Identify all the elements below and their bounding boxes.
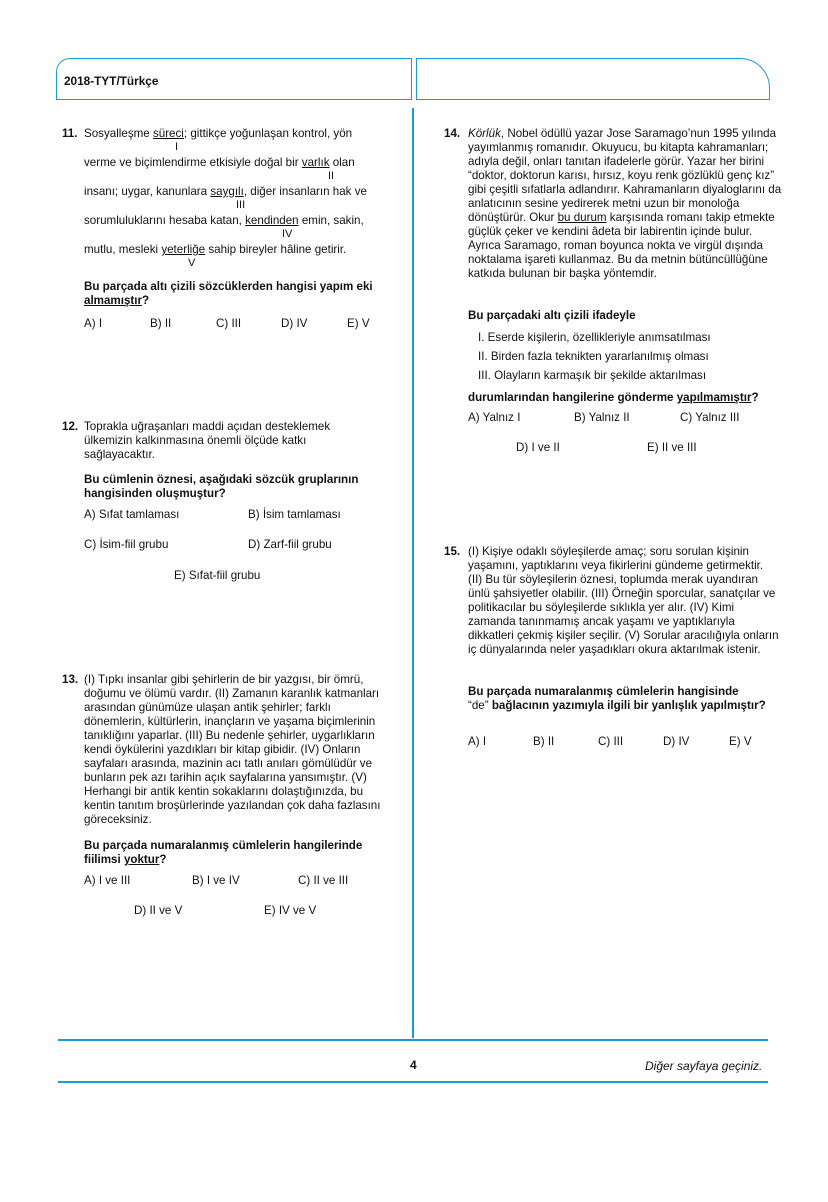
question-number: 13. [62,673,79,686]
question-number: 11. [62,127,78,140]
q11-line-3: insanı; uygar, kanunlara saygılı, diğer insanların hak ve [84,185,367,198]
q13-option-b[interactable]: B) I ve IV [192,874,240,887]
q15-text: (I) Kişiye odaklı söyleşilerde amaç; soru sorulan kişinin yaşamını, yaptıklarını veya fikirlerini gündeme getirmektir. (II) Bu tür söyleşilerin öznesi, toplumda merak uyandıran ünlü şahsiyetler olabilir. (III) Örneğin sporcular, sanatçılar ve politikacılar bu söyleşilerde sıklıkla yer alır. (IV) Kimi zamanda tanınmamış ancak yaşamı ve yaptıklarıyla dikkatleri çekmiş kişiler seçilir. (V) Sorular aracılığıyla onların iç dünyalarında neler yaşadıkları okura aktarılmak istenir. [468,545,779,656]
q11-line-4: sorumluluklarını hesaba katan, kendinden emin, sakin, [84,214,364,227]
q11-mark-1: I [175,141,179,153]
question-number: 15. [444,545,461,558]
q15-option-d[interactable]: D) IV [663,735,690,748]
q14-question-top: Bu parçadaki altı çizili ifadeyle [468,309,636,322]
q14-item-1: I. Eserde kişilerin, özellikleriyle anımsatılması [478,331,711,344]
header-right-box [416,58,770,100]
q14-option-c[interactable]: C) Yalnız III [680,411,740,424]
q14-option-e[interactable]: E) II ve III [647,441,697,454]
q11-option-a[interactable]: A) I [84,317,103,330]
q15-question: Bu parçada numaralanmış cümlelerin hangisinde “de” bağlacının yazımıyla ilgili bir yanlışlık yapılmıştır? [468,685,766,712]
q15-option-a[interactable]: A) I [468,735,487,748]
q11-mark-3: III [236,199,246,211]
question-number: 12. [62,420,79,433]
q13-option-a[interactable]: A) I ve III [84,874,131,887]
q11-line-5: mutlu, mesleki yeterliğe sahip bireyler hâline getirir. [84,243,347,256]
q11-line-2: verme ve biçimlendirme etkisiyle doğal bir varlık olan [84,156,355,169]
q11-option-c[interactable]: C) III [216,317,242,330]
q12-option-c[interactable]: C) İsim-fiil grubu [84,538,169,551]
q11-option-e[interactable]: E) V [347,317,370,330]
q13-option-d[interactable]: D) II ve V [134,904,183,917]
q11-line-1: Sosyalleşme süreci; gittikçe yoğunlaşan kontrol, yön [84,127,353,140]
q11-mark-2: II [328,170,335,182]
next-page-note: Diğer sayfaya geçiniz. [645,1059,763,1073]
q12-option-d[interactable]: D) Zarf-fiil grubu [248,538,332,551]
q14-item-3: III. Olayların karmaşık bir şekilde aktarılması [478,369,707,382]
page-title: 2018-TYT/Türkçe [64,74,159,88]
q14-question-bottom: durumlarından hangilerine gönderme yapılmamıştır? [468,391,759,404]
page-number: 4 [410,1058,417,1072]
q14-option-b[interactable]: B) Yalnız II [574,411,630,424]
column-divider [412,108,414,1038]
q14-option-a[interactable]: A) Yalnız I [468,411,521,424]
q12-option-e[interactable]: E) Sıfat-fiil grubu [174,569,261,582]
footer-top-rule [58,1039,768,1041]
q11-option-d[interactable]: D) IV [281,317,308,330]
q15-option-c[interactable]: C) III [598,735,624,748]
q13-question: Bu parçada numaralanmış cümlelerin hangilerinde fiilimsi yoktur? [84,839,363,866]
q13-option-c[interactable]: C) II ve III [298,874,349,887]
q14-text: Körlük, Nobel ödüllü yazar Jose Saramago’nun 1995 yılında yayımlanmış romanıdır. Okuyucu, bu kitapta kahramanları; adıyla değil, onları tanıtan ifadelerle görür. Yazar her birini “doktor, doktorun karısı, hırsız, koyu renk gözlüklü genç kız” gibi çeşitli sıfatlarla adlandırır. Kahramanların diyaloglarını da anlatıcının sesine yedirerek metni uzun bir monoloğa dönüştürür. Okur bu durum karşısında romanı takip etmekte güçlük çeker ve kendini âdeta bir labirentin içinde bulur. Ayrıca Saramago, roman boyunca nokta ve virgül dışında noktalama işareti kullanmaz. Bu da metnin bütüncüllüğüne katkıda bulunan bir başka yöntemdir. [468,127,782,280]
q15-option-b[interactable]: B) II [533,735,555,748]
q14-item-2: II. Birden fazla teknikten yararlanılmış olması [478,350,709,363]
q12-option-a[interactable]: A) Sıfat tamlaması [84,508,180,521]
q12-text: Toprakla uğraşanları maddi açıdan desteklemek ülkemizin kalkınmasına önemli ölçüde katkı sağlayacaktır. [84,420,331,461]
q14-option-d[interactable]: D) I ve II [516,441,560,454]
q11-mark-5: V [188,257,196,269]
q12-option-b[interactable]: B) İsim tamlaması [248,508,341,521]
q11-question: Bu parçada altı çizili sözcüklerden hangisi yapım eki almamıştır? [84,280,373,307]
footer-bottom-rule [58,1081,768,1083]
q15-option-e[interactable]: E) V [729,735,752,748]
q12-question: Bu cümlenin öznesi, aşağıdaki sözcük gruplarının hangisinden oluşmuştur? [84,473,359,500]
question-number: 14. [444,127,461,140]
q11-mark-4: IV [282,228,293,240]
q11-option-b[interactable]: B) II [150,317,172,330]
q13-option-e[interactable]: E) IV ve V [264,904,317,917]
q13-text: (I) Tıpkı insanlar gibi şehirlerin de bir yazgısı, bir ömrü, doğumu ve ölümü vardır. (II) Zamanın karanlık katmanları arasından günümüze ulaşan antik şehirler; farklı dönemlerin, kültürlerin, inançların ve yaşama biçimlerinin tanıklığını yaparlar. (III) Bu nedenle şehirler, uygarlıkların kendi öykülerini yazdıkları bir kitap gibidir. (IV) Onların sayfaları arasında, mazinin acı tatlı anıları gömülüdür ve bunların pek azı tarihin açık sayfalarına yansımıştır. (V) Herhangi bir antik kentin sokaklarını dolaştığınızda, bu kentin tanıtım broşürlerinde yazılandan çok daha fazlasını göreceksiniz. [84,673,381,826]
